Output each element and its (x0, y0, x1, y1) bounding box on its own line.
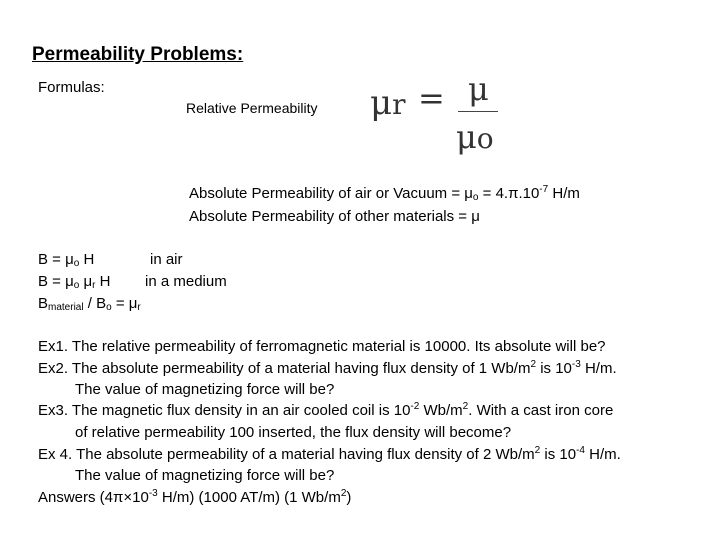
formula-o-subscript: o (476, 122, 494, 155)
example-1: Ex1. The relative permeability of ferromagnetic material is 10000. Its absolute will be? (38, 338, 606, 355)
relation-ratio: $B_{material} / B_o = \mu_r$ (38, 295, 141, 313)
formula-numerator: μ (468, 70, 489, 108)
relation-air: $B = \mu_o$ H (38, 251, 95, 269)
formula-equals: = (418, 79, 445, 117)
relative-permeability-label: Relative Permeability (186, 100, 318, 116)
formula-mu-den: μ (456, 118, 477, 156)
relation-medium-note: in a medium (145, 273, 227, 290)
example-2: Ex2. The absolute permeability of a material having flux density of 1 $Wb/m^2$ is $10^{-3}$ H/m. (38, 359, 617, 377)
example-4: Ex 4. The absolute permeability of a material having flux density of 2 $Wb/m^2$ is $10^{-4}$ H/m. (38, 445, 621, 463)
absolute-permeability-air: Absolute Permeability of air or Vacuum = $\mu_o = 4.\pi.10^{-7}$ H/m (189, 184, 580, 203)
page-title: Permeability Problems: (32, 44, 244, 65)
example-4-continued: The value of magnetizing force will be? (75, 467, 335, 484)
formula-mu-r (370, 83, 406, 123)
example-3-continued: of relative permeability 100 inserted, the flux density will become? (75, 424, 512, 441)
example-3: Ex3. The magnetic flux density in an air cooled coil is $10^{-2}$ $Wb/m^2$. With a cast iron core (38, 401, 614, 419)
relation-medium: $B = \mu_o$ $\mu_r$ H (38, 273, 111, 291)
absolute-permeability-other: Absolute Permeability of other materials = μ (189, 208, 480, 225)
formula-mu: μ (370, 83, 393, 123)
formula-r-subscript: r (392, 88, 406, 121)
formulas-label: Formulas: (38, 79, 105, 96)
answers: Answers ($4\pi\times 10^{-3}$ H/m) (1000 AT/m) (1 $Wb/m^2$) (38, 488, 352, 506)
relation-air-note: in air (150, 251, 183, 268)
fraction-bar (458, 111, 498, 112)
formula-denominator (456, 118, 494, 156)
example-2-continued: The value of magnetizing force will be? (75, 381, 335, 398)
